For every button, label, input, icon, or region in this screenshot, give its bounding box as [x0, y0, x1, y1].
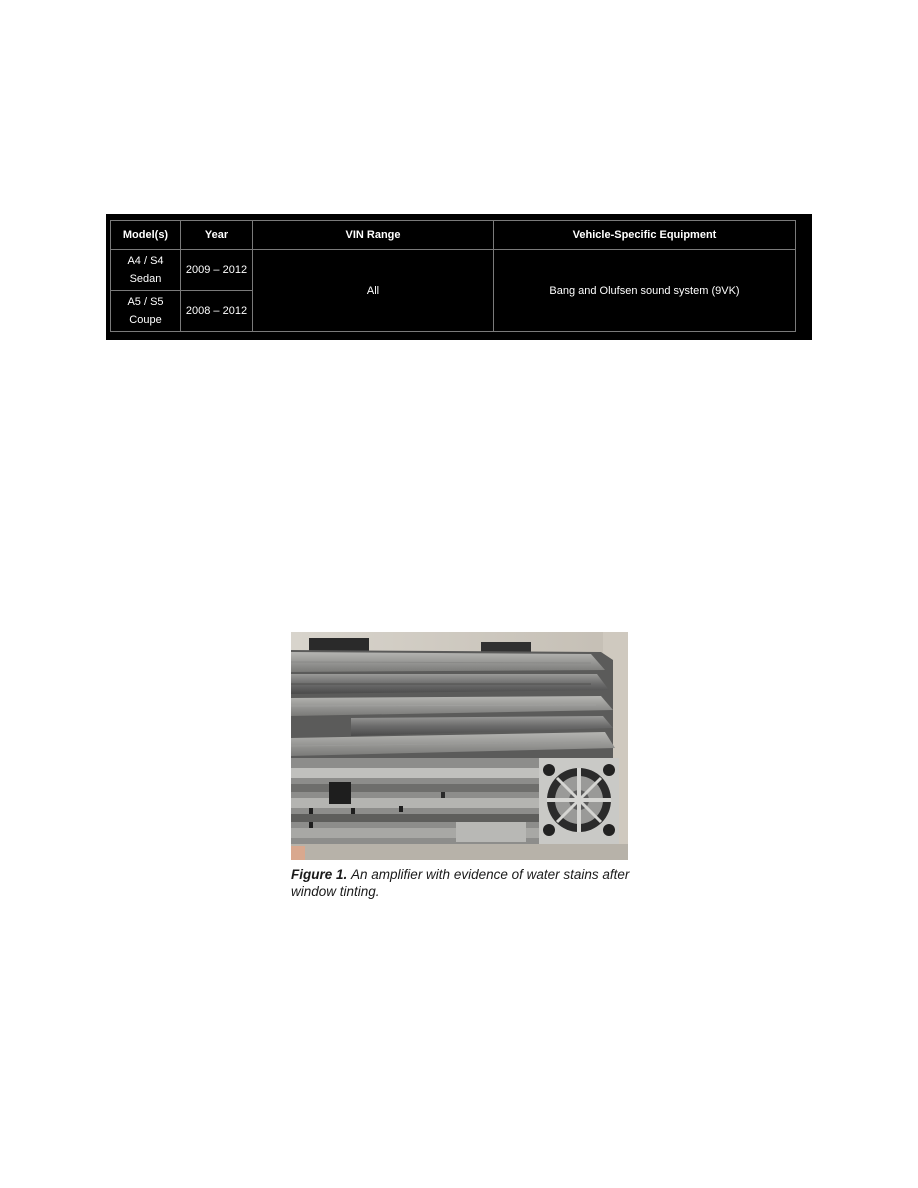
model-cell — [111, 291, 181, 332]
vehicle-table — [110, 220, 796, 332]
model-body: Sedan — [129, 273, 162, 285]
year-cell: 2009 – 2012 — [181, 250, 253, 291]
header-equipment: Vehicle-Specific Equipment — [494, 221, 796, 250]
amplifier-photo — [291, 632, 628, 860]
model-name: A4 / S4 — [127, 255, 164, 267]
figure-caption — [291, 866, 641, 900]
table-header-row — [111, 221, 796, 250]
model-body: Coupe — [129, 314, 162, 326]
model-name: A5 / S5 — [127, 296, 164, 308]
vehicle-table-container — [106, 214, 812, 340]
figure-label: Figure 1. — [291, 867, 348, 882]
vin-range-cell: All — [253, 250, 494, 332]
table-row — [111, 250, 796, 291]
model-cell — [111, 250, 181, 291]
year-cell: 2008 – 2012 — [181, 291, 253, 332]
header-vin-range: VIN Range — [253, 221, 494, 250]
figure-caption-text: An amplifier with evidence of water stains after window tinting. — [291, 867, 630, 899]
equipment-cell: Bang and Olufsen sound system (9VK) — [494, 250, 796, 332]
header-year: Year — [181, 221, 253, 250]
header-models: Model(s) — [111, 221, 181, 250]
